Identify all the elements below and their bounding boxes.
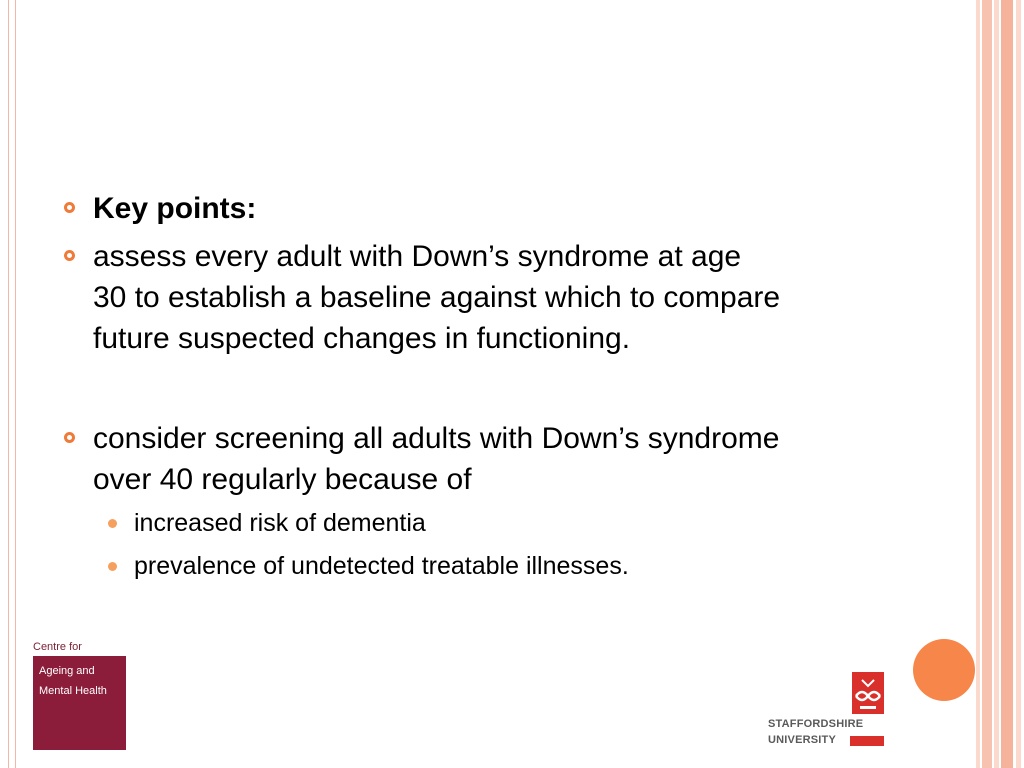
bullet-text: Key points: [93,192,257,225]
bullet-ring-icon [64,432,75,443]
bullet-text-line: over 40 regularly because of [93,463,472,496]
bullet-text-line: consider screening all adults with Down’s syndrome [93,422,780,455]
logo-box [33,656,126,750]
sub-bullet-text: prevalence of undetected treatable illnesses. [134,552,629,580]
bullet-ring-icon [64,202,75,213]
sub-bullet-dot-icon [108,519,117,528]
university-red-bar [850,736,884,746]
bullet-text-line: assess every adult with Down’s syndrome at age [93,240,742,273]
staffordshire-university-logo [768,672,884,752]
bullet-text-line: future suspected changes in functioning. [93,322,631,355]
university-name-line: STAFFORDSHIRE [768,718,864,730]
bullet-ring-icon [64,250,75,261]
accent-circle [913,639,975,701]
centre-ageing-mental-health-logo [33,640,107,697]
bullet-text-line: 30 to establish a baseline against which to compare [93,281,781,314]
sub-bullet-text: increased risk of dementia [134,509,426,537]
staffordshire-knot-icon [852,672,884,714]
sub-bullet-dot-icon [108,562,117,571]
logo-line: Ageing and [39,665,95,677]
logo-line: Mental Health [39,685,107,697]
logo-line: Centre for [33,641,82,653]
university-name-line: UNIVERSITY [768,734,837,746]
